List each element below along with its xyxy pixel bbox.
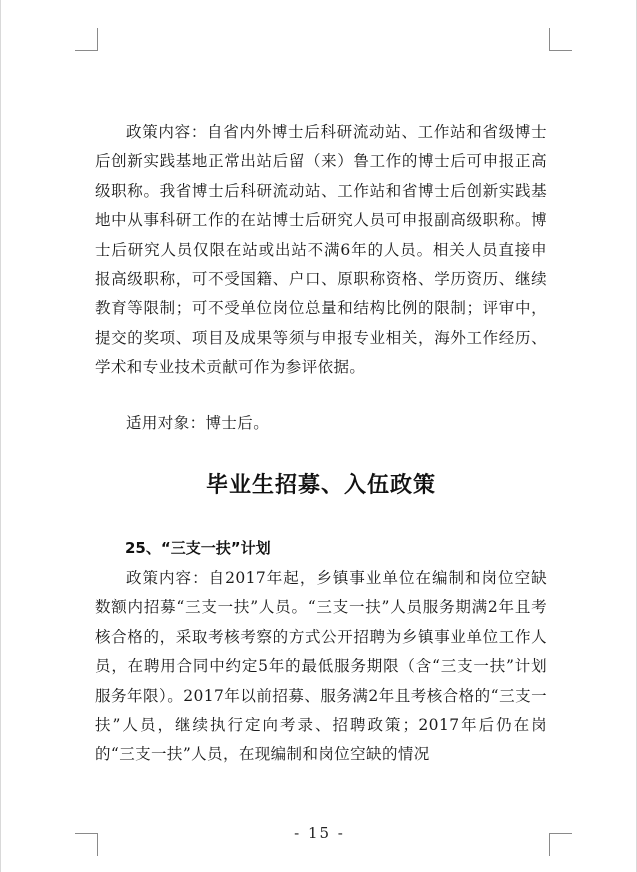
crop-mark-top-left [75,28,98,51]
page-number: - 15 - [294,824,345,842]
crop-mark-top-right [549,28,572,51]
postdoc-target-paragraph: 适用对象：博士后。 [126,414,270,432]
postdoc-policy-paragraph: 政策内容：自省内外博士后科研流动站、工作站和省级博士后创新实践基地正常出站后留（来）鲁工作的博士后可申报正高级职称。我省博士后科研流动站、工作站和省博士后创新实践基地中从事科研工作的在站博士后研究人员可申报副高级职称。博士后研究人员仅限在站或出站不满6年的人员。相关人员直接申报高级职称，可不受国籍、户口、原职称资格、学历资历、继续教育等限制；可不受单位岗位总量和结构比例的限制；评审中，提交的奖项、项目及成果等须与申报专业相关，海外工作经历、学术和专业技术贡献可作为参评依据。 [95,123,547,377]
postdoc-target-block [95,409,547,438]
item-title: 25、“三支一扶”计划 [125,539,271,557]
sanzhi-yifu-policy-paragraph: 政策内容：自2017年起，乡镇事业单位在编制和岗位空缺数额内招募“三支一扶”人员。“三支一扶”人员服务期满2年且考核合格的，采取考核考察的方式公开招聘为乡镇事业单位工作人员，在聘用合同中约定5年的最低服务期限（含“三支一扶”计划服务年限）。2017年以前招募、服务满2年且考核合格的“三支一扶”人员，继续执行定向考录、招聘政策；2017年后仍在岗的“三支一扶”人员，在现编制和岗位空缺的情况 [95,569,547,764]
section-heading: 毕业生招募、入伍政策 [205,473,436,498]
sanzhi-yifu-policy-content [95,564,547,770]
postdoc-policy-content [95,118,547,383]
